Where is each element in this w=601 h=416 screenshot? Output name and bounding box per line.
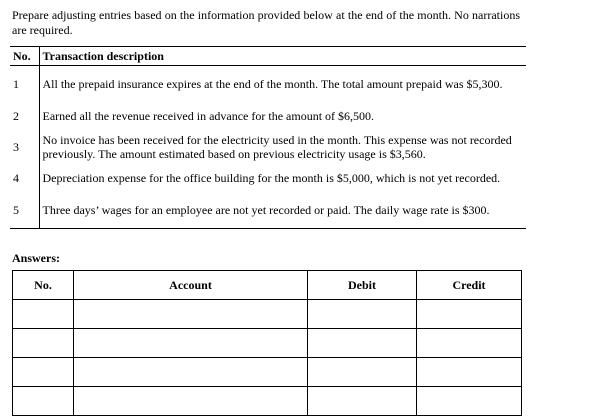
transaction-no: 4	[10, 165, 39, 192]
answer-no-cell[interactable]	[13, 387, 74, 416]
transaction-no: 3	[10, 130, 39, 165]
answer-account-cell[interactable]	[74, 300, 308, 329]
transaction-description: Depreciation expense for the office building for the month is $5,000, which is not yet recorded.	[42, 171, 501, 185]
answer-credit-cell[interactable]	[417, 358, 522, 387]
answer-row	[13, 300, 522, 329]
answers-header-debit: Debit	[308, 271, 417, 300]
answer-debit-cell[interactable]	[308, 358, 417, 387]
answer-row	[13, 358, 522, 387]
answer-account-cell[interactable]	[74, 329, 308, 358]
answer-debit-cell[interactable]	[308, 329, 417, 358]
answer-no-cell[interactable]	[13, 358, 74, 387]
header-no: No.	[10, 47, 39, 66]
transaction-row	[10, 66, 526, 102]
answer-row	[13, 387, 522, 416]
transaction-no: 2	[10, 102, 39, 130]
answer-debit-cell[interactable]	[308, 300, 417, 329]
answer-account-cell[interactable]	[74, 387, 308, 416]
transaction-row	[10, 165, 526, 192]
answer-debit-cell[interactable]	[308, 387, 417, 416]
answer-credit-cell[interactable]	[417, 300, 522, 329]
transaction-row	[10, 192, 526, 229]
answers-table	[12, 270, 522, 416]
answers-header-no: No.	[13, 271, 74, 300]
instructions-text: Prepare adjusting entries based on the information provided below at the end of the month. No narrations are required.	[12, 8, 520, 37]
transaction-no: 1	[10, 66, 39, 102]
answer-row	[13, 329, 522, 358]
transaction-description: No invoice has been received for the electricity used in the month. This expense was not recorded previously. The amount estimated based on previous electricity usage is $3,560.	[42, 133, 512, 161]
answer-no-cell[interactable]	[13, 329, 74, 358]
header-description: Transaction description	[39, 47, 526, 66]
transaction-header-row	[10, 47, 526, 66]
transaction-description: Three days’ wages for an employee are not yet recorded or paid. The daily wage rate is $300.	[39, 192, 526, 229]
answer-credit-cell[interactable]	[417, 387, 522, 416]
transaction-description: All the prepaid insurance expires at the end of the month. The total amount prepaid was $5,300.	[42, 76, 503, 91]
answers-header-credit: Credit	[417, 271, 522, 300]
transaction-no: 5	[10, 192, 39, 229]
answers-header-row	[13, 271, 522, 300]
transaction-table	[10, 46, 526, 229]
transaction-row	[10, 102, 526, 130]
transaction-row	[10, 130, 526, 165]
answers-header-account: Account	[74, 271, 308, 300]
transaction-description: Earned all the revenue received in advance for the amount of $6,500.	[42, 108, 375, 123]
answer-account-cell[interactable]	[74, 358, 308, 387]
answers-label: Answers:	[12, 251, 60, 265]
answer-credit-cell[interactable]	[417, 329, 522, 358]
answer-no-cell[interactable]	[13, 300, 74, 329]
